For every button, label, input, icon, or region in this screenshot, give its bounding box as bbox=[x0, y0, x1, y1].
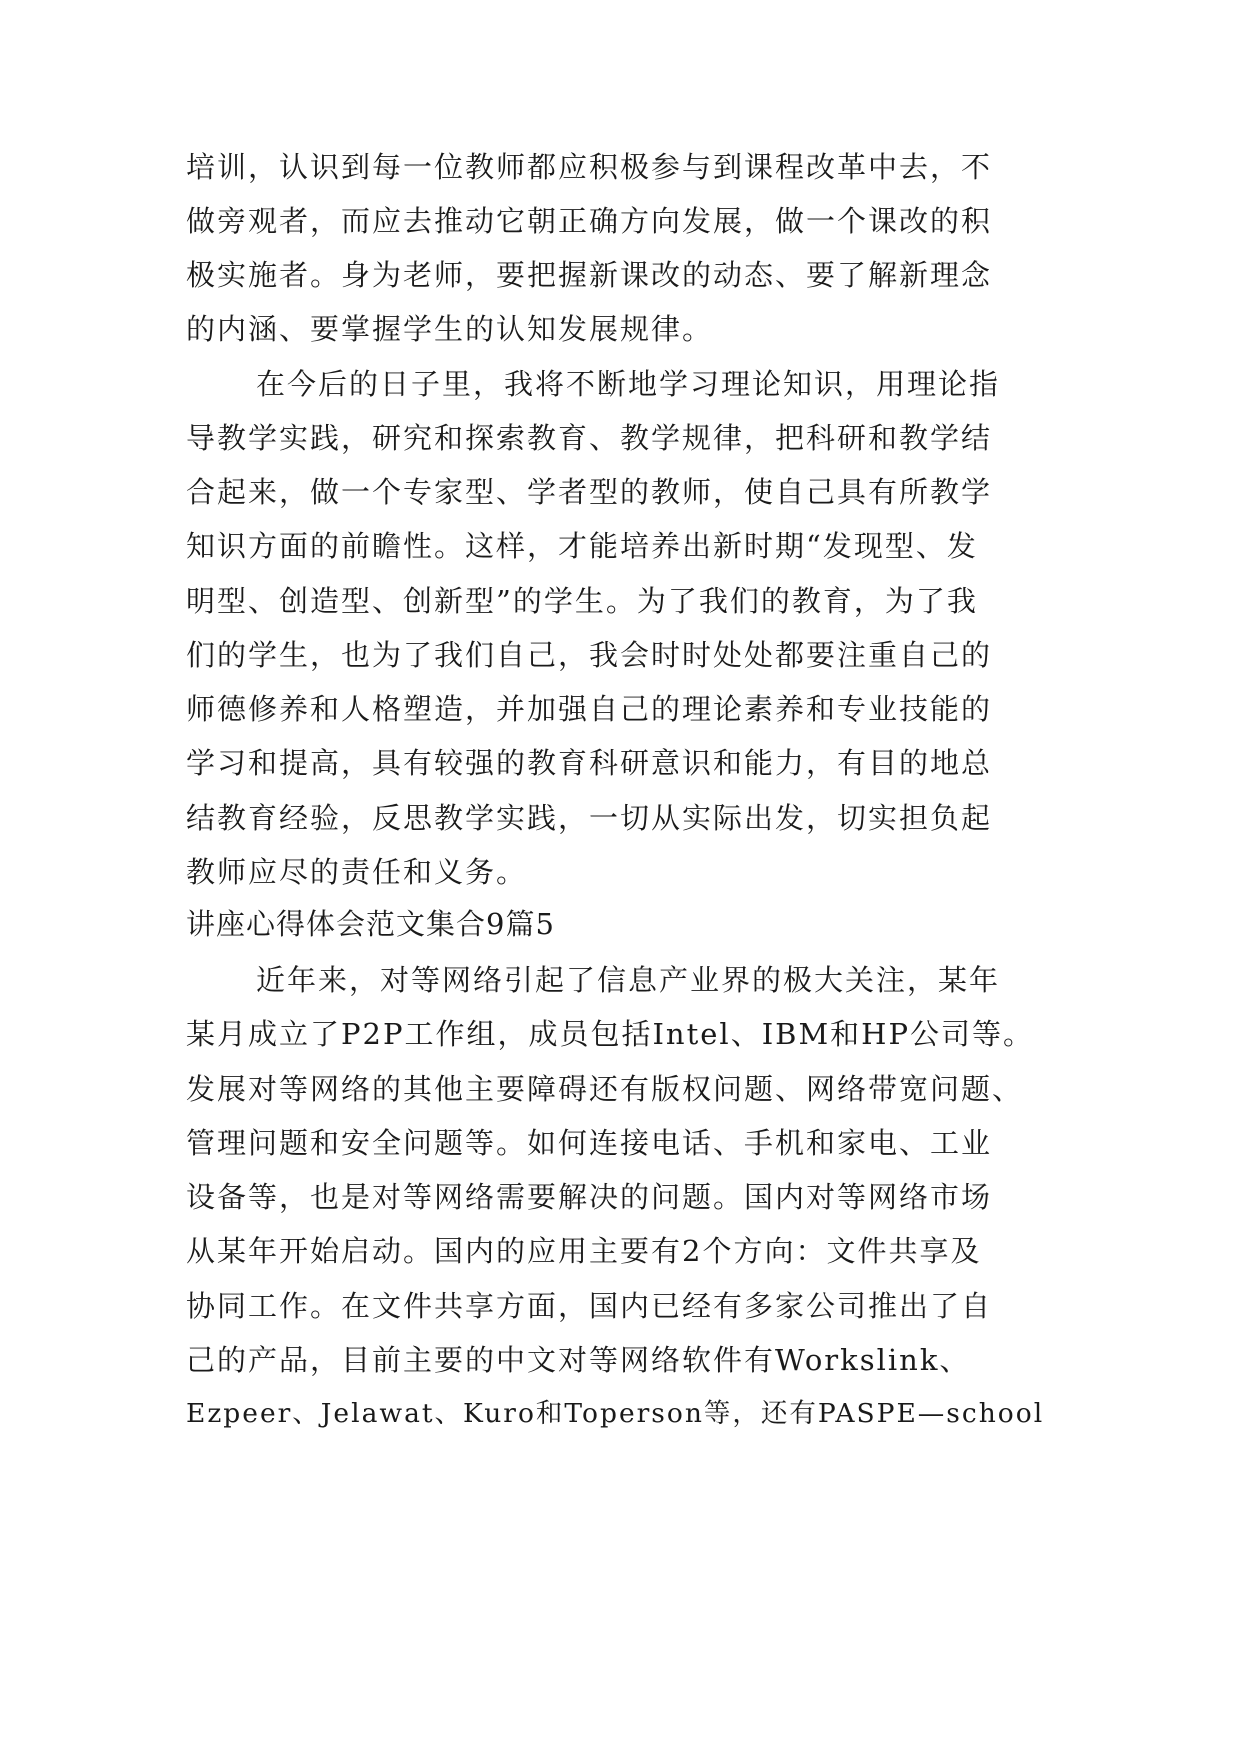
paragraph-line: 的内涵、要掌握学生的认知发展规律。 bbox=[186, 312, 714, 346]
paragraph-line: 导教学实践，研究和探索教育、教学规律，把科研和教学结 bbox=[186, 421, 993, 455]
paragraph-line: 在今后的日子里，我将不断地学习理论知识，用理论指 bbox=[256, 367, 1001, 401]
paragraph-line: 近年来，对等网络引起了信息产业界的极大关注，某年 bbox=[256, 963, 1001, 997]
paragraph-line: 明型、创造型、创新型”的学生。为了我们的教育，为了我 bbox=[186, 584, 978, 618]
paragraph-line: 师德修养和人格塑造，并加强自己的理论素养和专业技能的 bbox=[186, 692, 993, 726]
paragraph-line: 己的产品，目前主要的中文对等网络软件有Workslink、 bbox=[186, 1343, 971, 1377]
paragraph-line: 协同工作。在文件共享方面，国内已经有多家公司推出了自 bbox=[186, 1289, 993, 1323]
paragraph-line: 教师应尽的责任和义务。 bbox=[186, 855, 528, 889]
paragraph-line: 知识方面的前瞻性。这样，才能培养出新时期“发现型、发 bbox=[186, 529, 978, 563]
paragraph-line: 结教育经验，反思教学实践，一切从实际出发，切实担负起 bbox=[186, 801, 993, 835]
paragraph-line: 们的学生，也为了我们自己，我会时时处处都要注重自己的 bbox=[186, 638, 993, 672]
paragraph-line: 培训，认识到每一位教师都应积极参与到课程改革中去，不 bbox=[186, 150, 993, 184]
paragraph-line: 从某年开始启动。国内的应用主要有2个方向：文件共享及 bbox=[186, 1234, 982, 1268]
paragraph-line: 设备等，也是对等网络需要解决的问题。国内对等网络市场 bbox=[186, 1180, 993, 1214]
paragraph-line: 极实施者。身为老师，要把握新课改的动态、要了解新理念 bbox=[186, 258, 993, 292]
paragraph-line: 某月成立了P2P工作组，成员包括Intel、IBM和HP公司等。 bbox=[186, 1017, 1034, 1051]
paragraph-line: 做旁观者，而应去推动它朝正确方向发展，做一个课改的积 bbox=[186, 204, 993, 238]
section-heading: 讲座心得体会范文集合9篇5 bbox=[186, 907, 555, 941]
paragraph-line: 合起来，做一个专家型、学者型的教师，使自己具有所教学 bbox=[186, 475, 993, 509]
paragraph-line: 管理问题和安全问题等。如何连接电话、手机和家电、工业 bbox=[186, 1126, 993, 1160]
paragraph-line: 发展对等网络的其他主要障碍还有版权问题、网络带宽问题、 bbox=[186, 1072, 1024, 1106]
paragraph-line: Ezpeer、Jelawat、Kuro和Toperson等，还有PASPE—school bbox=[186, 1398, 1045, 1429]
paragraph-line: 学习和提高，具有较强的教育科研意识和能力，有目的地总 bbox=[186, 746, 993, 780]
